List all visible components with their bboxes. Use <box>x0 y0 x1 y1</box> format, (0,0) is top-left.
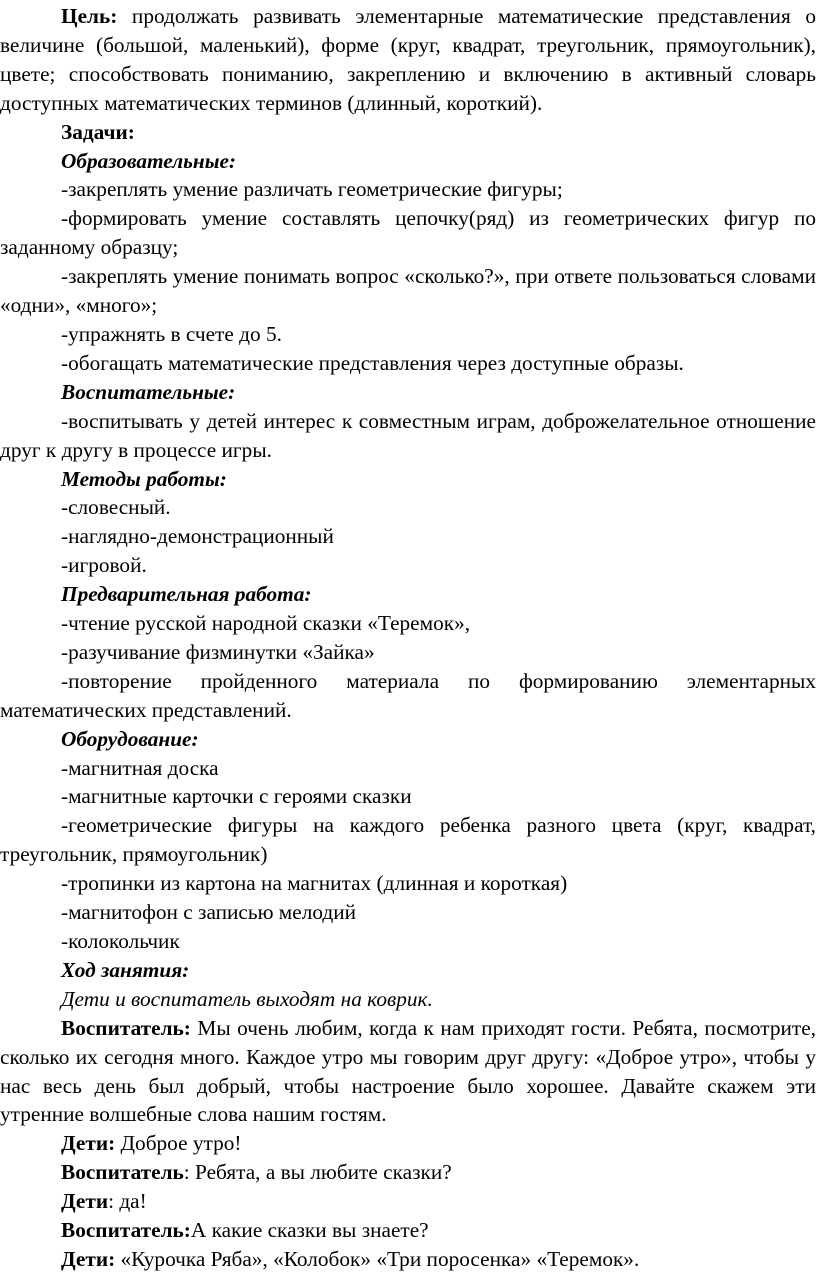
goal-text: продолжать развивать элементарные математические представления о величине (большой, маленький), форме (круг, квадрат, треугольник, прямоугольник), цвете; способствовать пониманию, закреплению и включению в активный словарь доступных математических терминов (длинный, короткий). <box>0 4 816 115</box>
goal-paragraph <box>0 2 816 118</box>
equipment-heading: Оборудование: <box>61 726 199 751</box>
methods-heading: Методы работы: <box>61 466 227 491</box>
speaker-label: Дети <box>61 1189 109 1214</box>
dialogue-text: «Курочка Ряба», «Колобок» «Три поросенка» «Теремок». <box>115 1246 640 1271</box>
stage-direction: Дети и воспитатель выходят на коврик. <box>61 986 433 1011</box>
upbringing-item: -воспитывать у детей интерес к совместным играм, доброжелательное отношение друг к другу в процессе игры. <box>0 408 816 462</box>
preliminary-item: -чтение русской народной сказки «Теремок», <box>61 611 471 636</box>
dialogue-line <box>0 1014 816 1130</box>
educational-item: -закреплять умение различать геометрические фигуры; <box>61 177 563 202</box>
educational-item: -обогащать математические представления через доступные образы. <box>61 350 684 375</box>
equipment-item: -тропинки из картона на магнитах (длинная и короткая) <box>61 871 568 896</box>
educational-item: -формировать умение составлять цепочку(ряд) из геометрических фигур по заданному образцу; <box>0 206 816 260</box>
dialogue-line <box>0 1129 816 1158</box>
dialogue-text: : Ребята, а вы любите сказки? <box>183 1160 452 1185</box>
educational-item: -упражнять в счете до 5. <box>61 321 282 346</box>
dialogue-line <box>0 1158 816 1187</box>
dialogue-text: Мы очень любим, когда к нам приходят гости. Ребята, посмотрите, сколько их сегодня много. Каждое утро мы говорим друг другу: «Доброе утро», чтобы у нас весь день был добрый, чтобы настроение было хорошее. Давайте скажем эти утренние волшебные слова нашим гостям. <box>0 1015 816 1127</box>
speaker-label: Воспитатель: <box>61 1015 191 1040</box>
dialogue-text: Доброе утро! <box>115 1131 242 1156</box>
upbringing-heading: Воспитательные: <box>61 379 236 404</box>
equipment-item: -колокольчик <box>61 929 180 953</box>
dialogue-text: А какие сказки вы знаете? <box>190 1218 429 1243</box>
educational-item: -закреплять умение понимать вопрос «сколько?», при ответе пользоваться словами «одни», «много»; <box>0 264 816 318</box>
equipment-item: -магнитная доска <box>61 755 219 780</box>
equipment-item: -геометрические фигуры на каждого ребенка разного цвета (круг, квадрат, треугольник, прямоугольник) <box>0 813 816 867</box>
dialogue-line <box>0 1216 816 1245</box>
methods-item: -наглядно-демонстрационный <box>61 524 334 549</box>
dialogue-line <box>0 1245 816 1274</box>
preliminary-heading: Предварительная работа: <box>61 582 312 607</box>
methods-item: -игровой. <box>61 553 147 578</box>
educational-heading: Образовательные: <box>61 148 237 173</box>
dialogue-text: : да! <box>108 1189 147 1214</box>
speaker-label: Воспитатель <box>61 1160 184 1185</box>
equipment-item: -магнитофон с записью мелодий <box>61 900 357 925</box>
speaker-label: Дети: <box>61 1246 116 1271</box>
speaker-label: Дети: <box>61 1131 116 1156</box>
preliminary-item: -повторение пройденного материала по формированию элементарных математических представлений. <box>0 668 816 722</box>
equipment-item: -магнитные карточки с героями сказки <box>61 784 412 809</box>
lesson-heading: Ход занятия: <box>61 957 190 982</box>
speaker-label: Воспитатель: <box>61 1218 191 1243</box>
preliminary-item: -разучивание физминутки «Зайка» <box>61 639 375 664</box>
tasks-heading: Задачи: <box>61 119 135 144</box>
methods-item: -словесный. <box>61 495 171 520</box>
goal-label: Цель: <box>61 4 118 28</box>
dialogue-line <box>0 1187 816 1216</box>
